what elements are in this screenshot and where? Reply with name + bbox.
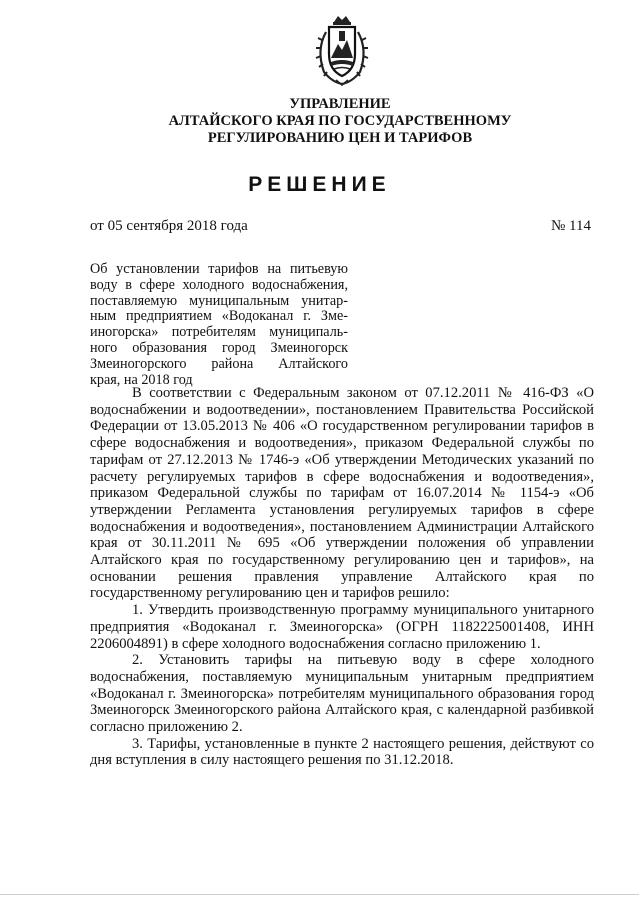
subject-line: ным предприятием «Водоканал г. Зме-: [90, 308, 348, 325]
subject-line: поставляемую муниципальным унитар-: [90, 292, 348, 309]
coat-of-arms-icon: [312, 14, 372, 86]
subject-line: иногорска» потребителям муниципаль-: [90, 324, 348, 341]
issuing-authority: [40, 96, 639, 147]
document-date: от 05 сентября 2018 года: [90, 218, 248, 234]
document-title: РЕШЕНИЕ: [248, 173, 391, 196]
authority-line-3: РЕГУЛИРОВАНИЮ ЦЕН И ТАРИФОВ: [207, 130, 473, 146]
authority-line-1: УПРАВЛЕНИЕ: [289, 96, 391, 112]
decision-item-1: 1. Утвердить производственную программу муниципального унитарного предприятия «Водоканал г. Змеиногорска» (ОГРН 1182225001408, ИНН 2206004891) в сфере холодного водоснабжения согласно приложению 1.: [90, 602, 594, 652]
authority-line-2: АЛТАЙСКОГО КРАЯ ПО ГОСУДАРСТВЕННОМУ: [168, 113, 512, 129]
document-number: № 114: [550, 218, 591, 234]
subject-line: края, на 2018 год: [90, 371, 193, 388]
subject-line: воду в сфере холодного водоснабжения,: [90, 276, 348, 293]
decision-body: [90, 385, 594, 769]
page-bottom-edge: [0, 894, 639, 895]
subject-line: Змеиногорского района Алтайского: [90, 355, 348, 372]
preamble-paragraph: В соответствии с Федеральным законом от 07.12.2011 № 416-ФЗ «О водоснабжении и водоотведении», постановлением Правительства Российской Федерации от 13.05.2013 № 406 «О государственном регулировании тарифов в сфере водоснабжения и водоотведения», приказом Федеральной службы по тарифам от 27.12.2013 № 1746-э «Об утверждении Методических указаний по расчету регулируемых тарифов в сфере водоснабжения и водоотведения», приказом Федеральной службы по тарифам от 16.07.2014 № 1154-э «Об утверждении Регламента установления регулируемых тарифов в сфере водоснабжения и водоотведения», постановлением Администрации Алтайского края от 30.11.2011 № 695 «Об утверждении положения об управлении Алтайского края по государственному регулированию цен и тарифов», на основании решения правления управление Алтайского края по государственному регулированию цен и тарифов решило:: [90, 385, 594, 602]
subject-line: Об установлении тарифов на питьевую: [90, 261, 348, 277]
decision-item-3: 3. Тарифы, установленные в пункте 2 настоящего решения, действуют со дня вступления в силу настоящего решения по 31.12.2018.: [90, 735, 594, 769]
decision-subject: [90, 262, 348, 388]
decision-item-2: 2. Установить тарифы на питьевую воду в сфере холодного водоснабжения, поставляемую муниципальным унитарным предприятием «Водоканал г. Змеиногорска» потребителям муниципального образования город Змеиногорск Змеиногорского района Алтайского края, с календарной разбивкой согласно приложению 2.: [90, 652, 594, 736]
subject-line: ного образования город Змеиногорск: [90, 339, 348, 356]
